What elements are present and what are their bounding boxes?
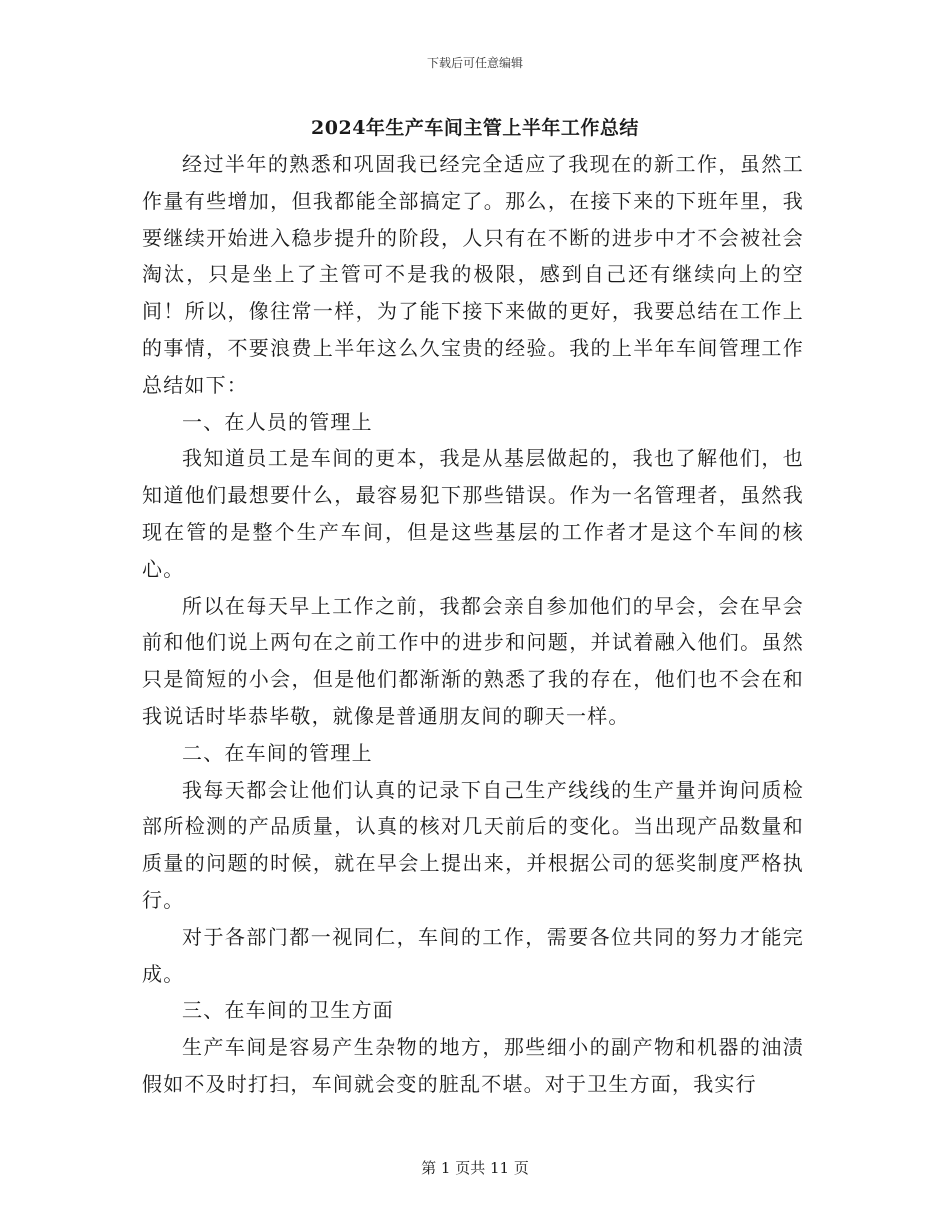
paragraph-personnel-1: 我知道员工是车间的更本，我是从基层做起的，我也了解他们，也知道他们最想要什么，最容易犯下那些错误。作为一名管理者，虽然我现在管的是整个生产车间，但是这些基层的工作者才是这个车间的核心。	[142, 446, 804, 581]
paragraph-hygiene-1: 生产车间是容易产生杂物的地方，那些细小的副产物和机器的油渍假如不及时打扫，车间就会变的脏乱不堪。对于卫生方面，我实行	[142, 1035, 804, 1096]
page-number: 第 1 页共 11 页	[421, 1159, 529, 1177]
section-heading-hygiene: 三、在车间的卫生方面	[182, 998, 394, 1023]
section-heading-workshop: 二、在车间的管理上	[182, 740, 373, 765]
header-note: 下载后可任意编辑	[426, 56, 523, 70]
section-heading-personnel: 一、在人员的管理上	[182, 409, 373, 434]
paragraph-workshop-1: 我每天都会让他们认真的记录下自己生产线线的生产量并询问质检部所检测的产品质量，认真的核对几天前后的变化。当出现产品数量和质量的问题的时候，就在早会上提出来，并根据公司的惩奖制度严格执行。	[142, 777, 804, 912]
paragraph-workshop-2: 对于各部门都一视同仁，车间的工作，需要各位共同的努力才能完成。	[142, 924, 804, 986]
document-title: 2024年生产车间主管上半年工作总结	[311, 117, 639, 139]
document-body	[142, 146, 804, 1103]
paragraph-intro: 经过半年的熟悉和巩固我已经完全适应了我现在的新工作，虽然工作量有些增加，但我都能全部搞定了。那么，在接下来的下班年里，我要继续开始进入稳步提升的阶段，人只有在不断的进步中才不会被社会淘汰，只是坐上了主管可不是我的极限，感到自己还有继续向上的空间！所以，像往常一样，为了能下接下来做的更好，我要总结在工作上的事情，不要浪费上半年这么久宝贵的经验。我的上半年车间管理工作总结如下：	[142, 152, 804, 397]
paragraph-personnel-2: 所以在每天早上工作之前，我都会亲自参加他们的早会，会在早会前和他们说上两句在之前工作中的进步和问题，并试着融入他们。虽然只是简短的小会，但是他们都渐渐的熟悉了我的存在，他们也不会在和我说话时毕恭毕敬，就像是普通朋友间的聊天一样。	[142, 593, 804, 728]
